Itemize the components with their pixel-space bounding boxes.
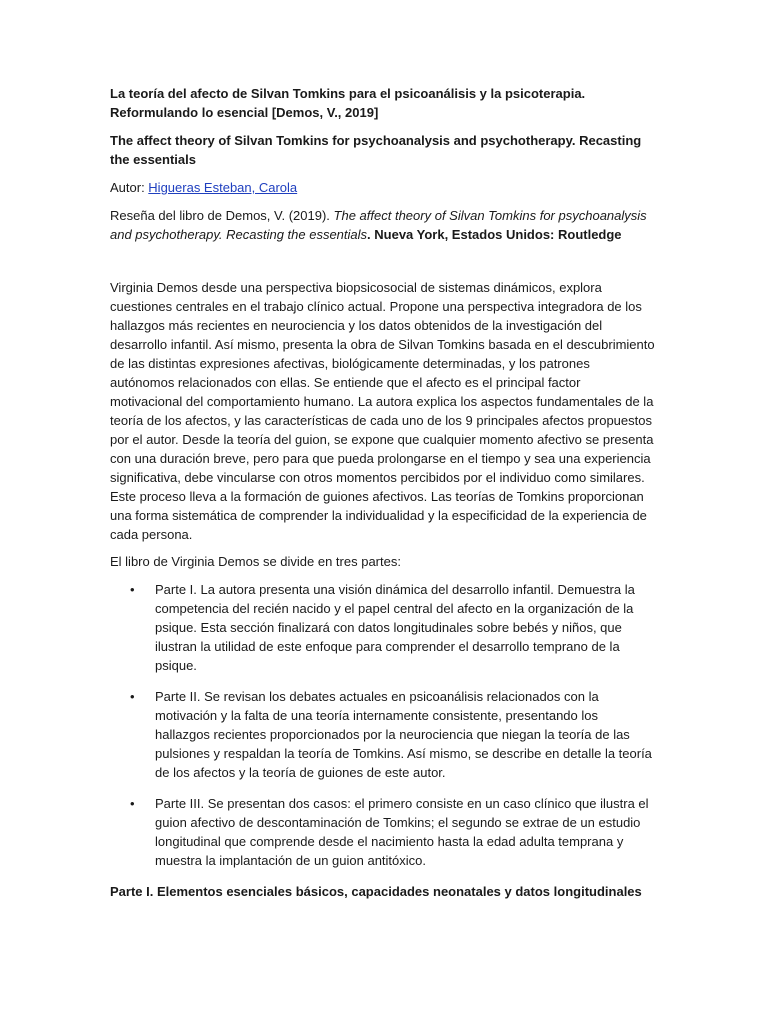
bullet-icon: • [130,689,135,704]
title-english: The affect theory of Silvan Tomkins for psychoanalysis and psychotherapy. Recasting the essentials [110,133,642,167]
parts-intro: El libro de Virginia Demos se divide en tres partes: [110,554,401,569]
body-paragraph: Virginia Demos desde una perspectiva biopsicosocial de sistemas dinámicos, explora cuestiones centrales en el trabajo clínico actual. Propone una perspectiva integradora de los hallazgos más recientes en neurociencia y los datos obtenidos de la investigación del desarrollo infantil. Así mismo, presenta la obra de Silvan Tomkins basada en el descubrimiento de las distintas expresiones afectivas, biológicamente determinadas, y los patrones autónomos relacionados con ellas. Se entiende que el afecto es el principal factor motivacional del comportamiento humano. La autora explica los aspectos fundamentales de la teoría de los afectos, y las características de cada uno de los 9 principales afectos propuestos por el autor. Desde la teoría del guion, se expone que cualquier momento afectivo se presenta con una duración breve, pero para que pueda prolongarse en el tiempo y sea una experiencia significativa, debe vincularse con otros momentos percibidos por el individuo como similares. Este proceso lleva a la formación de guiones afectivos. Las teorías de Tomkins proporcionan una forma sistemática de comprender la individualidad y la especificidad de la experiencia de cada persona. [110,280,655,542]
bullet-icon: • [130,796,135,811]
list-item [110,687,656,782]
review-prefix: Reseña del libro de Demos, V. (2019). [110,208,334,223]
list-item-text: Parte III. Se presentan dos casos: el primero consiste en un caso clínico que ilustra el guion afectivo de descontaminación de Tomkins; el segundo se extrae de un estudio longitudinal que comprende desde el nacimiento hasta la edad adulta temprana y muestra la implantación de un guion antitóxico. [155,796,649,868]
title-spanish: La teoría del afecto de Silvan Tomkins para el psicoanálisis y la psicoterapia. Reformulando lo esencial [Demos, V., 2019] [110,86,586,120]
author-line [110,178,656,197]
review-citation [110,206,656,244]
section-heading: Parte I. Elementos esenciales básicos, capacidades neonatales y datos longitudinales [110,884,642,899]
author-link[interactable]: Higueras Esteban, Carola [148,180,298,195]
list-item-text: Parte I. La autora presenta una visión dinámica del desarrollo infantil. Demuestra la competencia del recién nacido y el papel central del afecto en la organización de la psique. Esta sección finalizará con datos longitudinales sobre bebés y niños, que ilustran la utilidad de este enfoque para comprender el desarrollo temprano de la psique. [155,582,635,673]
parts-list [110,580,656,870]
list-item [110,794,656,870]
publication-info: . Nueva York, Estados Unidos: Routledge [367,227,622,242]
bullet-icon: • [130,582,135,597]
author-label: Autor: [110,180,149,195]
list-item [110,580,656,675]
book-title: The affect theory of Silvan Tomkins for psychoanalysis and psychotherapy. Recasting the essentials [110,208,647,242]
list-item-text: Parte II. Se revisan los debates actuales en psicoanálisis relacionados con la motivación y la falta de una teoría internamente consistente, presentando los hallazgos recientes proporcionados por la neurociencia que niegan la teoría de las pulsiones y respaldan la teoría de Tomkins. Así mismo, se describe en detalle la teoría de los afectos y la teoría de guiones de este autor. [155,689,652,780]
